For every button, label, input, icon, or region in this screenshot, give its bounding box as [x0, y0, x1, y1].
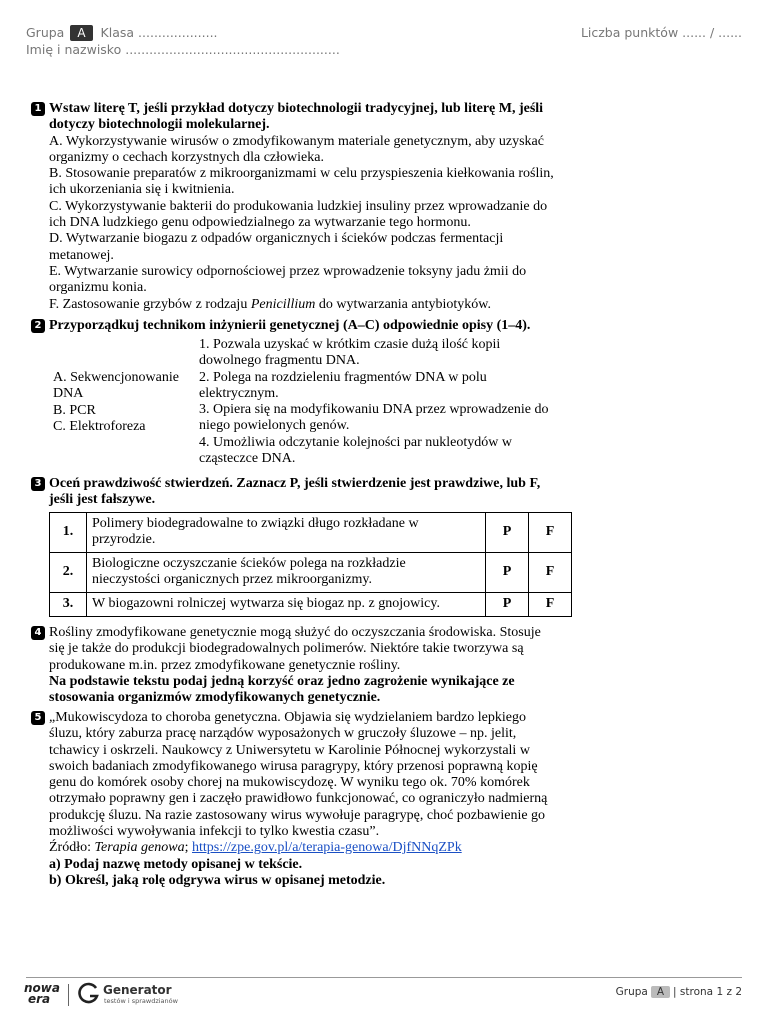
source-line: [49, 840, 579, 856]
task-5-line: tchawicy i oskrzeli. Naukowcy z Uniwersytetu w Karolinie Północnej wykorzystali w: [49, 742, 530, 758]
points-box: [581, 25, 742, 40]
task-number-badge: 4: [31, 626, 45, 640]
task-1-instruction-line-1: Wstaw literę T, jeśli przykład dotyczy biotechnologii tradycyjnej, lub literę M, jeśli: [49, 101, 544, 116]
task-1-line: B. Stosowanie preparatów z mikroorganizmami w celu przyspieszenia kiełkowania roślin,: [49, 166, 554, 182]
footer-group-badge: A: [651, 986, 670, 998]
name-label: Imię i nazwisko: [26, 42, 122, 57]
task-3-instruction-line-2: jeśli jest fałszywe.: [49, 492, 156, 508]
table-row: [50, 592, 572, 616]
group-badge: A: [70, 25, 92, 41]
task-1-line: C. Wykorzystywanie bakterii do produkowania ludzkiej insuliny przez wprowadzanie do: [49, 198, 548, 214]
task-1-line-f-c: do wytwarzania antybiotyków.: [315, 296, 491, 312]
table-row: [50, 512, 572, 552]
statement-cell: [87, 552, 486, 592]
task-1-line: A. Wykorzystywanie wirusów o zmodyfikowanym materiale genetycznym, aby uzyskać: [49, 133, 544, 149]
task-2-techniques: [53, 370, 193, 435]
description-item: elektrycznym.: [199, 385, 279, 401]
statement-line: Biologiczne oczyszczanie ścieków polega na rozkładzie: [92, 555, 406, 571]
task-2-instruction: Przyporządkuj technikom inżynierii genetycznej (A–C) odpowiednie opisy (1–4).: [49, 318, 531, 333]
task-4-question-line-2: stosowania organizmów zmodyfikowanych genetycznie.: [49, 690, 381, 706]
statement-line: Polimery biodegradowalne to związki długo rozkładane w: [92, 515, 419, 531]
generator-logo-icon: [78, 982, 100, 1006]
task-1-line-f: [49, 297, 579, 313]
logo-separator: [68, 984, 69, 1006]
task-5-question-b: b) Określ, jaką rolę odgrywa wirus w opisanej metodzie.: [49, 872, 386, 888]
task-4-line: produkowane m.in. przez zmodyfikowane genetycznie rośliny.: [49, 657, 401, 673]
description-item: 2. Polega na rozdzieleniu fragmentów DNA w polu: [199, 369, 487, 385]
task-5-line: produkcję śluzu. Na razie zastosowany wirus wywołuje paragrypę, choć pozbawienie go: [49, 807, 546, 823]
generator-title: Generator: [103, 983, 172, 997]
task-1-line: organizmy o cechach korzystnych dla człowieka.: [49, 149, 324, 165]
task-5-line: „Mukowiscydoza to choroba genetyczna. Objawia się wydzielaniem bardzo lepkiego: [49, 710, 526, 725]
task-1: [31, 101, 579, 313]
header-group-row: [26, 25, 218, 41]
logo-text-line: era: [28, 992, 51, 1006]
source-label: Źródło:: [49, 840, 95, 856]
name-field[interactable]: ......................................................: [125, 42, 340, 57]
group-label: Grupa: [26, 25, 65, 40]
technique-item: DNA: [53, 386, 84, 402]
task-4: [31, 625, 579, 706]
statement-cell: [87, 592, 486, 616]
task-5-line: możliwości wywoływania infekcji to tylko kwestia czasu”.: [49, 824, 380, 840]
technique-item: B. PCR: [53, 402, 96, 418]
task-1-line: organizmu konia.: [49, 280, 147, 296]
task-3-instruction-line-1: Oceń prawdziwość stwierdzeń. Zaznacz P, jeśli stwierdzenie jest prawdziwe, lub F,: [49, 476, 541, 491]
row-number: 3.: [50, 592, 87, 616]
class-field[interactable]: ....................: [138, 25, 218, 40]
task-number-badge: 2: [31, 319, 45, 333]
task-number-badge: 3: [31, 477, 45, 491]
task-1-line: metanowej.: [49, 247, 114, 263]
task-5-question-a: a) Podaj nazwę metody opisanej w tekście.: [49, 856, 303, 872]
row-number: 2.: [50, 552, 87, 592]
true-option[interactable]: P: [486, 592, 529, 616]
true-false-table: [49, 512, 572, 617]
source-separator: ;: [184, 840, 192, 856]
description-item: 1. Pozwala uzyskać w krótkim czasie dużą ilość kopii: [199, 337, 501, 352]
description-item: 3. Opiera się na modyfikowaniu DNA przez wprowadzenie do: [199, 402, 549, 418]
task-5-line: swoich badaniach zmodyfikowanego wirusa paragrypy, który przenosi poprawną kopię: [49, 758, 538, 774]
task-2: [31, 318, 579, 334]
statement-line: W biogazowni rolniczej wytwarza się biogaz np. z gnojowicy.: [92, 595, 440, 611]
description-item: cząsteczce DNA.: [199, 451, 296, 467]
task-3: [31, 476, 579, 617]
logo-text-line: nowa: [24, 981, 60, 995]
task-4-question-line-1: Na podstawie tekstu podaj jedną korzyść oraz jedno zagrożenie wynikające ze: [49, 673, 515, 689]
source-title: Terapia genowa: [94, 840, 185, 856]
task-1-line: ich DNA ludzkiego genu odpowiedzialnego za wytwarzanie tego hormonu.: [49, 215, 471, 231]
task-5-line: genu do komórek osoby chorej na mukowiscydozę. W wyniku tego ok. 70% komórek: [49, 775, 530, 791]
statement-line: nieczystości organicznych przez mikroorganizmy.: [92, 572, 373, 588]
page-number: | strona 1 z 2: [673, 986, 742, 998]
technique-item: C. Elektroforeza: [53, 418, 146, 434]
task-1-line: D. Wytwarzanie biogazu z odpadów organicznych i ścieków podczas fermentacji: [49, 231, 504, 247]
table-row: [50, 552, 572, 592]
footer-group-label: Grupa: [615, 986, 648, 998]
task-2-descriptions: [199, 337, 584, 467]
task-5: [31, 710, 579, 889]
false-option[interactable]: F: [529, 552, 572, 592]
task-1-line: E. Wytwarzanie surowicy odpornościowej przez wprowadzenie toksyny jadu żmii do: [49, 263, 527, 279]
statement-cell: [87, 512, 486, 552]
points-label: Liczba punktów: [580, 25, 679, 40]
false-option[interactable]: F: [529, 512, 572, 552]
statement-line: przyrodzie.: [92, 532, 156, 548]
footer-page-info: [616, 986, 742, 998]
false-option[interactable]: F: [529, 592, 572, 616]
true-option[interactable]: P: [486, 512, 529, 552]
description-item: 4. Umożliwia odczytanie kolejności par nukleotydów w: [199, 434, 512, 450]
header-name-row: [26, 42, 340, 57]
task-number-badge: 5: [31, 711, 45, 725]
description-item: dowolnego fragmentu DNA.: [199, 353, 360, 369]
task-1-line: ich ukorzeniania się i kwitnienia.: [49, 182, 235, 198]
task-1-instruction-line-2: dotyczy biotechnologii molekularnej.: [49, 117, 270, 133]
task-1-line-f-italic: Penicillium: [250, 296, 316, 312]
generator-subtitle: testów i sprawdzianów: [104, 997, 178, 1005]
task-1-line-f-a: F. Zastosowanie grzybów z rodzaju: [49, 296, 251, 312]
source-link[interactable]: https://zpe.gov.pl/a/terapia-genowa/DjfNNqZPk: [192, 840, 462, 856]
description-item: niego powielonych genów.: [199, 418, 350, 434]
task-4-line: Rośliny zmodyfikowane genetycznie mogą służyć do oczyszczania środowiska. Stosuje: [49, 625, 541, 640]
class-label: Klasa: [100, 25, 135, 40]
true-option[interactable]: P: [486, 552, 529, 592]
technique-item: A. Sekwencjonowanie: [53, 370, 179, 385]
task-4-line: się je także do produkcji biodegradowalnych polimerów. Niektóre takie tworzywa są: [49, 641, 524, 657]
task-number-badge: 1: [31, 102, 45, 116]
nowa-era-logo: [24, 983, 60, 1005]
row-number: 1.: [50, 512, 87, 552]
points-value[interactable]: ...... / ......: [682, 25, 742, 40]
task-5-line: śluzu, który zaburza pracę narządów wyposażonych w gruczoły śluzowe – np. jelit,: [49, 726, 517, 742]
task-5-line: otrzymało poprawny gen i zaczęło prawidłowo funkcjonować, co ograniczyło nadmierną: [49, 791, 548, 807]
footer-divider: [26, 977, 742, 978]
